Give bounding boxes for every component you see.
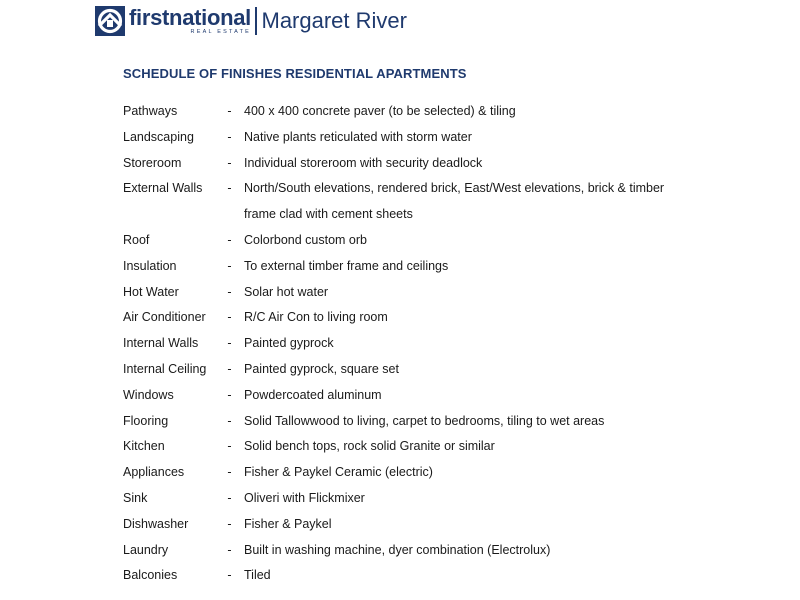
finish-row [123,357,743,383]
finish-value: Fisher & Paykel Ceramic (electric) [244,465,433,480]
finish-row [123,434,743,460]
finish-label: External Walls [123,181,203,196]
finish-value: Built in washing machine, dyer combination (Electrolux) [244,542,551,557]
finish-value: Oliveri with Flickmixer [244,490,365,505]
finish-label: Hot Water [123,284,179,299]
finish-label: Flooring [123,413,169,428]
finish-separator: - [227,258,232,273]
finish-separator: - [227,284,232,299]
finish-separator: - [227,104,232,118]
finish-separator: - [227,129,232,144]
finish-label: Internal Walls [123,336,199,351]
finish-row [123,305,743,331]
finish-value: frame clad with cement sheets [244,207,413,222]
finishes-list [123,99,743,589]
finish-row [123,512,743,538]
finish-value: Painted gyprock, square set [244,361,399,376]
finish-row [123,125,743,151]
finish-label: Dishwasher [123,516,189,531]
finish-separator [215,202,244,228]
brand-wordmark [129,4,251,36]
finish-value: Solid bench tops, rock solid Granite or similar [244,439,495,454]
brand-sub: REAL ESTATE [190,28,251,35]
finish-label: Landscaping [123,129,194,144]
finish-row [123,151,743,177]
finish-value: Individual storeroom with security deadlock [244,155,483,170]
finish-separator: - [227,361,232,376]
finish-value: Fisher & Paykel [244,516,332,531]
finish-separator: - [227,413,232,428]
office-location: Margaret River [261,8,407,33]
finish-separator: - [227,336,232,351]
finish-row [123,538,743,564]
finish-value: 400 x 400 concrete paver (to be selected) & tiling [244,104,516,118]
firstnational-logo-icon [95,6,125,36]
finish-row [123,176,743,202]
finish-row [123,228,743,254]
finish-row [123,563,743,589]
finish-separator: - [227,516,232,531]
finish-label: Insulation [123,258,177,273]
finish-value: R/C Air Con to living room [244,310,388,325]
finish-separator: - [227,387,232,402]
finish-row [123,254,743,280]
finish-label: Storeroom [123,155,182,170]
finish-value: Native plants reticulated with storm water [244,129,472,144]
finish-value: Solid Tallowwood to living, carpet to bedrooms, tiling to wet areas [244,413,605,428]
finish-value: Tiled [244,568,271,583]
finish-row [123,409,743,435]
finish-value: To external timber frame and ceilings [244,258,449,273]
finish-row [123,383,743,409]
finish-row [123,486,743,512]
brand-name: firstnational [129,4,251,30]
finish-separator: - [227,465,232,480]
finish-row [123,460,743,486]
finish-row [123,99,743,125]
finish-separator: - [227,181,232,196]
finish-separator: - [227,155,232,170]
finish-row [123,202,743,228]
header [95,4,407,38]
finish-row [123,331,743,357]
finish-value: North/South elevations, rendered brick, East/West elevations, brick & timber [244,181,665,196]
finish-label: Appliances [123,465,185,480]
finish-separator: - [227,232,232,247]
finish-label [123,202,215,228]
finish-value: Colorbond custom orb [244,232,367,247]
finish-separator: - [227,542,232,557]
finish-label: Balconies [123,568,178,583]
finish-value: Solar hot water [244,284,329,299]
finish-label: Air Conditioner [123,310,206,325]
finish-label: Sink [123,490,148,505]
finish-separator: - [227,490,232,505]
document-title: SCHEDULE OF FINISHES RESIDENTIAL APARTMENTS [123,66,467,81]
header-divider [255,7,257,35]
finish-separator: - [227,568,232,583]
finish-label: Internal Ceiling [123,361,207,376]
finish-label: Windows [123,387,174,402]
finish-row [123,280,743,306]
finish-separator: - [227,439,232,454]
finish-label: Pathways [123,104,178,118]
finish-label: Kitchen [123,439,165,454]
finish-value: Powdercoated aluminum [244,387,382,402]
finish-label: Roof [123,232,150,247]
finish-value: Painted gyprock [244,336,334,351]
finish-separator: - [227,310,232,325]
finish-label: Laundry [123,542,169,557]
